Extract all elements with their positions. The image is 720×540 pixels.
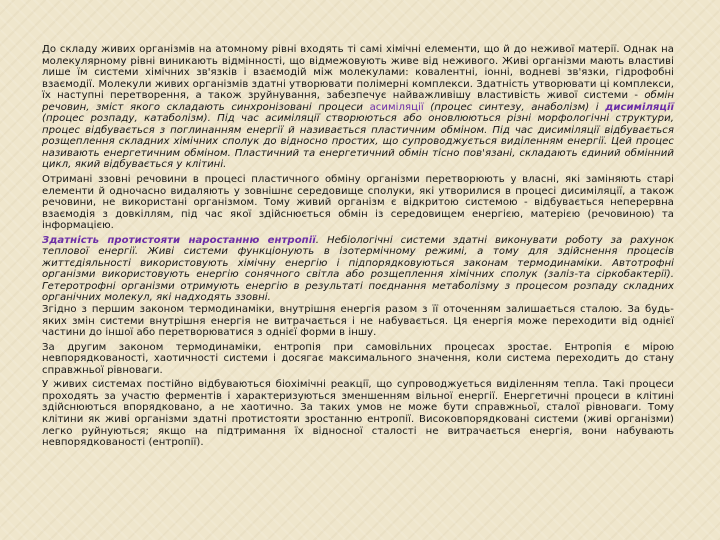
p4-text: Згідно з першим законом термодинаміки, внутрішня енергія разом з її оточенням залишається сталою. За будь-яких змін системи внутрішня енергія не витрачається і не набувається. Ця енергія може переходити від однієї частини до іншої або перетворюватися з однієї форми в іншу. [42, 304, 674, 339]
paragraph-first-law [42, 304, 674, 339]
p1-italic-c: (процес розпаду, катаболізм). Під час асиміляції створюються або оновлюються різні морфологічні структури, процес відбувається з поглинанням енергії й називається пластичним обміном. Під час дисиміляції відбувається розщеплення складних хімічних сполук до відносно простих, що супроводжується виділенням енергії. Цей процес називають енергетичним обміном. Пластичний та енергетичний обмін тісно пов'язані, складають єдиний обмінний цикл, який відбувається у клітині. [42, 113, 674, 171]
p1-italic-b: (процес синтезу, анаболізм) і [423, 101, 606, 113]
paragraph-entropy-resistance [42, 235, 674, 304]
paragraph-second-law [42, 342, 674, 377]
paragraph-living-systems [42, 379, 674, 448]
p1-italic-a: обмін речовин, зміст якого складають синхронізовані процеси [42, 90, 674, 113]
p6-text: У живих системах постійно відбуваються біохімічні реакції, що супроводжується виділенням тепла. Такі процеси проходять за участю ферментів і характеризуються зменшенням вільної енергії. Енергетичні процеси в клітині здійснюються впорядковано, а не хаотично. За таких умов не може бути справжньої, сталої рівноваги. Тому клітини як живі організми здатні протистояти зростанню ентропії. Високовпорядковані системи (живі організми) легко руйнуються; якщо на підтримання їх відносної сталості не витрачається енергія, вони набувають невпорядкованості (ентропії). [42, 379, 674, 449]
p5-text: За другим законом термодинаміки, ентропія при самовільних процесах зростає. Ентропія є мірою невпорядкованості, хаотичності системи і досягає максимального значення, коли система переходить до стану справжньої рівноваги. [42, 341, 674, 376]
p2-text: Отримані ззовні речовини в процесі пластичного обміну організми перетворюють у власні, які заміняють старі елементи й одночасно видаляють у зовнішнє середовище сполуки, які утворилися в процесі дисиміляції, а також речовини, не використані організмом. Тому живий організм є відкритою системою - відбувається неперервна взаємодія з довкіллям, під час якої здійснюється обмін із середовищем енергією, матерією (речовиною) та інформацією. [42, 174, 674, 232]
document-body [42, 44, 674, 449]
p1-plain-text: До складу живих організмів на атомному рівні входять ті самі хімічні елементи, що й до неживої матерії. Однак на молекулярному рівні виникають відмінності, що відмежовують живе від неживого. Живі організми мають властиві лише їм системи хімічних зв'язків і взаємодій між молекулами: ковалентні, іонні, водневі зв'язки, гідрофобні взаємодії. Молекули живих організмів здатні утворювати полімерні комплекси. Здатність утворювати ці комплекси, їх наступні перетворення, а також зруйнування, забезпечує найважливішу властивість живої системи - [42, 44, 674, 102]
paragraph-open-system [42, 174, 674, 232]
term-dissimilation: дисиміляції [605, 101, 674, 113]
p3-text: . Небіологічні системи здатні виконувати роботу за рахунок теплової енергії. Живі системи функціонують в ізотермічному режимі, а тому для здійснення процесів життєдіяльності використовують хімічну енергію і підпорядковуються законам термодинаміки. Автотрофні організми використовують енергію сонячного світла або розщеплення хімічних сполук (заліз-та сіркобактерії). Гетеротрофні організми отримують енергію в результаті поєднання метаболізму з процесом розпаду складних органічних молекул, які надходять ззовні. [42, 234, 675, 304]
term-entropy-resistance: Здатність протистояти наростанню ентропії [42, 234, 316, 246]
paragraph-molecular-level [42, 44, 674, 171]
term-assimilation: асиміляції [369, 101, 424, 113]
